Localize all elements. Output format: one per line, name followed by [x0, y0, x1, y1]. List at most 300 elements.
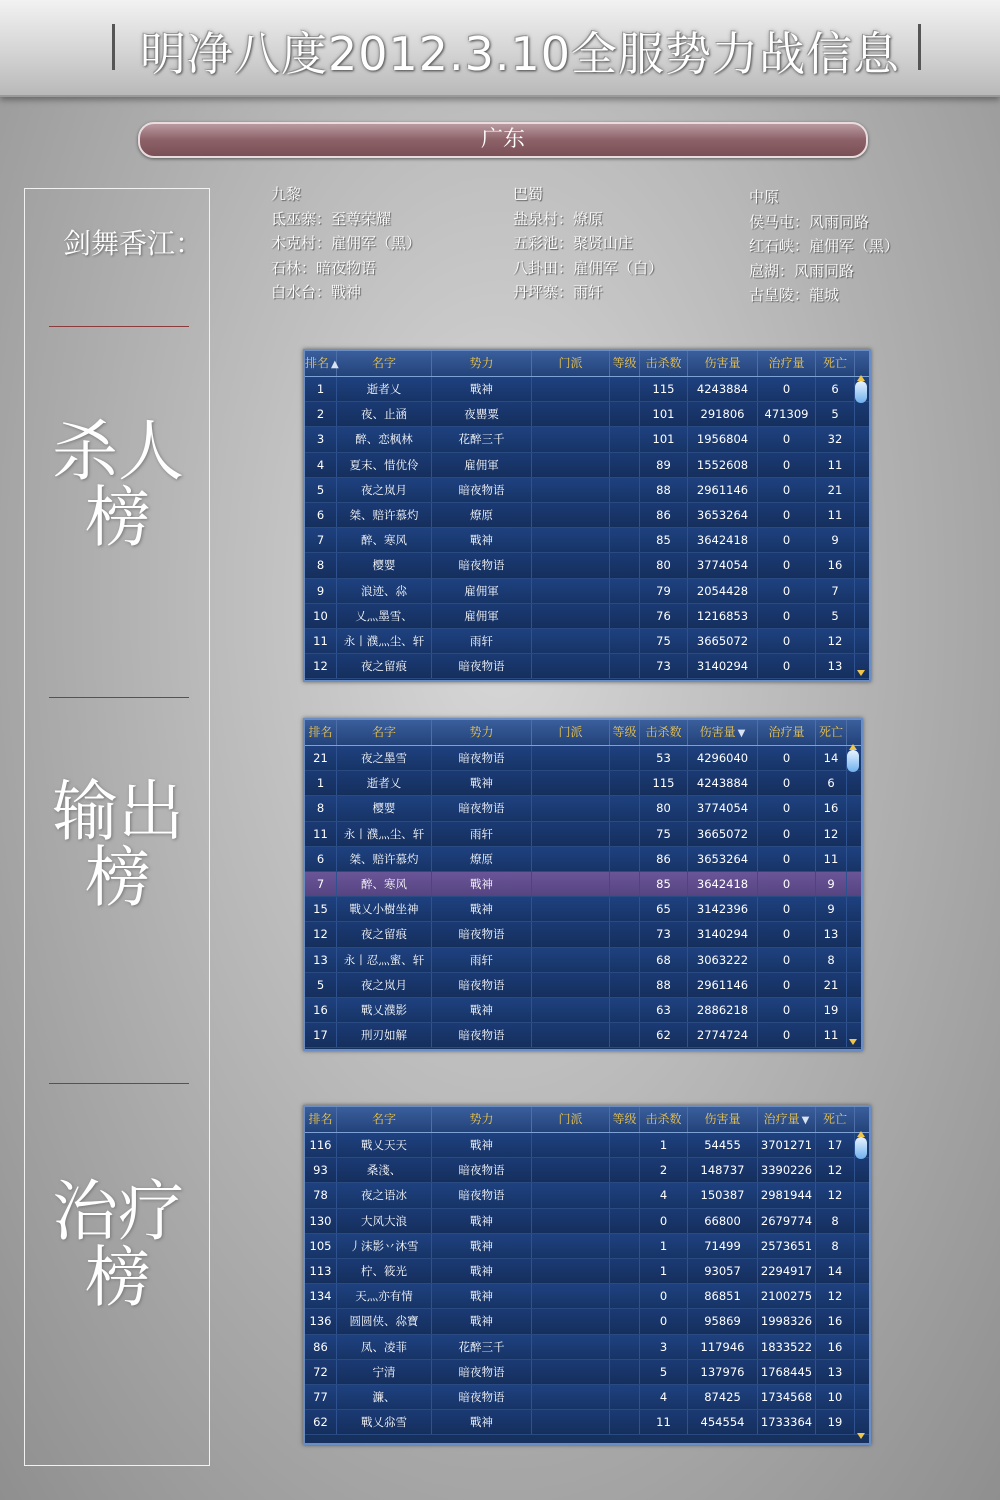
column-header-label: 伤害量: [699, 725, 736, 739]
cell-level: [610, 746, 640, 770]
cell-faction: 戰神: [432, 897, 532, 921]
cell-deaths: 16: [816, 1309, 855, 1333]
zone-name: 九黎: [271, 185, 302, 203]
cell-healing: 2573651: [758, 1234, 816, 1258]
column-header-damage[interactable]: [688, 1107, 758, 1132]
cell-level: [610, 973, 640, 997]
column-header-deaths[interactable]: [816, 351, 855, 376]
table-row[interactable]: [305, 402, 869, 427]
scroll-up-icon[interactable]: [855, 381, 867, 403]
column-header-name[interactable]: [337, 351, 432, 376]
cell-level: [610, 528, 640, 552]
table-row[interactable]: [305, 973, 861, 998]
cell-name: 圆圆侠、尛寶: [337, 1309, 432, 1333]
scroll-down-icon[interactable]: [849, 1039, 857, 1045]
table-row[interactable]: [305, 579, 869, 604]
column-header-kills[interactable]: [640, 351, 688, 376]
cell-faction: 暗夜物语: [432, 1385, 532, 1409]
cell-damage: 3140294: [688, 922, 758, 946]
scroll-down-icon[interactable]: [857, 670, 865, 676]
cell-level: [610, 822, 640, 846]
divider: [49, 326, 189, 327]
scrollbar[interactable]: [855, 1133, 867, 1441]
cell-name: 戰乂天天: [337, 1133, 432, 1157]
cell-damage: 2961146: [688, 478, 758, 502]
cell-faction: 暗夜物语: [432, 1360, 532, 1384]
cell-level: [610, 847, 640, 871]
cell-rank: 77: [305, 1385, 337, 1409]
cell-faction: 戰神: [432, 1284, 532, 1308]
column-header-school[interactable]: [532, 1107, 610, 1132]
column-header-rank[interactable]: [305, 1107, 337, 1132]
table-row[interactable]: [305, 453, 869, 478]
cell-faction: 雇佣軍: [432, 604, 532, 628]
sort-desc-icon: ▼: [801, 1115, 810, 1126]
table-row[interactable]: [305, 948, 861, 973]
cell-rank: 105: [305, 1234, 337, 1258]
cell-faction: 戰神: [432, 1259, 532, 1283]
heal-ranking-table: [303, 1105, 871, 1445]
cell-level: [610, 948, 640, 972]
scroll-up-icon[interactable]: [855, 1137, 867, 1159]
header-divider-left: [112, 24, 115, 70]
cell-damage: 3774054: [688, 553, 758, 577]
table-header: [305, 351, 869, 377]
table-row[interactable]: [305, 1335, 869, 1360]
table-row[interactable]: [305, 528, 869, 553]
column-header-healing[interactable]: [758, 720, 816, 745]
cell-damage: 3140294: [688, 654, 758, 678]
column-header-school[interactable]: [532, 720, 610, 745]
column-header-faction[interactable]: [432, 1107, 532, 1132]
table-row[interactable]: [305, 1023, 861, 1048]
cell-level: [610, 604, 640, 628]
cell-level: [610, 1385, 640, 1409]
cell-healing: 471309: [758, 402, 816, 426]
cell-faction: 戰神: [432, 872, 532, 896]
zone-name: 中原: [749, 188, 780, 206]
cell-name: 戰乂濮影: [337, 998, 432, 1022]
table-body: [305, 377, 869, 679]
table-row[interactable]: [305, 1284, 869, 1309]
cell-name: 宁清: [337, 1360, 432, 1384]
column-header-label: 排名: [308, 1112, 333, 1126]
cell-school: [532, 872, 610, 896]
cell-faction: 暗夜物语: [432, 973, 532, 997]
cell-damage: 2054428: [688, 579, 758, 603]
cell-kills: 1: [640, 1259, 688, 1283]
cell-rank: 6: [305, 847, 337, 871]
cell-level: [610, 998, 640, 1022]
column-header-healing[interactable]: [758, 1107, 816, 1132]
cell-school: [532, 822, 610, 846]
table-row[interactable]: [305, 998, 861, 1023]
cell-healing: 0: [758, 822, 816, 846]
divider: [49, 697, 189, 698]
zone-zhongyuan: [749, 185, 899, 308]
column-header-rank[interactable]: [305, 351, 337, 376]
cell-name: 凤、凌菲: [337, 1335, 432, 1359]
column-header-deaths[interactable]: [816, 1107, 855, 1132]
cell-name: 醉、恋枫林: [337, 427, 432, 451]
column-header-label: 击杀数: [645, 725, 682, 739]
table-row[interactable]: [305, 1385, 869, 1410]
cell-rank: 130: [305, 1209, 337, 1233]
cell-school: [532, 654, 610, 678]
cell-damage: 86851: [688, 1284, 758, 1308]
cell-level: [610, 377, 640, 401]
cell-kills: 115: [640, 377, 688, 401]
left-panel: [24, 188, 210, 1466]
column-header-damage[interactable]: [688, 720, 758, 745]
column-header-label: 治疗量: [763, 1112, 800, 1126]
cell-kills: 73: [640, 922, 688, 946]
cell-kills: 75: [640, 629, 688, 653]
table-row[interactable]: [305, 1183, 869, 1208]
table-row[interactable]: [305, 847, 861, 872]
cell-rank: 136: [305, 1309, 337, 1333]
cell-faction: 暗夜物语: [432, 746, 532, 770]
column-header-level[interactable]: [610, 720, 640, 745]
cell-deaths: 14: [816, 1259, 855, 1283]
table-row[interactable]: [305, 1309, 869, 1334]
column-header-name[interactable]: [337, 1107, 432, 1132]
cell-healing: 1768445: [758, 1360, 816, 1384]
column-header-rank[interactable]: [305, 720, 337, 745]
cell-rank: 78: [305, 1183, 337, 1207]
cell-faction: 戰神: [432, 528, 532, 552]
cell-school: [532, 453, 610, 477]
cell-deaths: 5: [816, 402, 855, 426]
cell-rank: 12: [305, 654, 337, 678]
table-row[interactable]: [305, 746, 861, 771]
cell-healing: 2294917: [758, 1259, 816, 1283]
scroll-down-icon[interactable]: [857, 1433, 865, 1439]
cell-name: 桑淺、: [337, 1158, 432, 1182]
cell-deaths: 16: [816, 1335, 855, 1359]
zone-item: 石林：暗夜物语: [271, 258, 377, 277]
column-header-damage[interactable]: [688, 351, 758, 376]
cell-deaths: 6: [816, 771, 847, 795]
column-header-label: 等级: [612, 725, 637, 739]
cell-kills: 79: [640, 579, 688, 603]
cell-level: [610, 1183, 640, 1207]
cell-faction: 暗夜物语: [432, 654, 532, 678]
zone-item: 古皇陵：龍城: [749, 286, 840, 304]
cell-healing: 0: [758, 377, 816, 401]
cell-school: [532, 553, 610, 577]
cell-rank: 13: [305, 948, 337, 972]
cell-deaths: 6: [816, 377, 855, 401]
cell-kills: 86: [640, 503, 688, 527]
cell-kills: 2: [640, 1158, 688, 1182]
zone-item: 八卦田：雇佣军（白）: [513, 258, 664, 277]
column-header-label: 死亡: [818, 725, 843, 739]
cell-damage: 148737: [688, 1158, 758, 1182]
zone-item: 红石峡：雇佣军（黑）: [749, 237, 900, 255]
cell-school: [532, 948, 610, 972]
zone-name: 巴蜀: [513, 185, 544, 203]
column-header-label: 击杀数: [645, 1112, 682, 1126]
table-row[interactable]: [305, 922, 861, 947]
cell-name: 夜、止涵: [337, 402, 432, 426]
cell-rank: 2: [305, 402, 337, 426]
cell-kills: 101: [640, 427, 688, 451]
cell-rank: 7: [305, 528, 337, 552]
cell-deaths: 9: [816, 872, 847, 896]
cell-kills: 62: [640, 1023, 688, 1047]
cell-level: [610, 1410, 640, 1434]
cell-damage: 3642418: [688, 528, 758, 552]
sort-desc-icon: ▼: [737, 728, 746, 739]
cell-name: 浪迹、尛: [337, 579, 432, 603]
cell-rank: 11: [305, 822, 337, 846]
cell-deaths: 9: [816, 897, 847, 921]
table-row[interactable]: [305, 503, 869, 528]
cell-deaths: 17: [816, 1133, 855, 1157]
cell-damage: 4243884: [688, 377, 758, 401]
server-name: 剑舞香江：: [63, 227, 204, 260]
cell-kills: 85: [640, 528, 688, 552]
scrollbar[interactable]: [855, 377, 867, 678]
table-row[interactable]: [305, 771, 861, 796]
cell-name: 丿沫影丷沐雪: [337, 1234, 432, 1258]
column-header-kills[interactable]: [640, 1107, 688, 1132]
table-row[interactable]: [305, 1158, 869, 1183]
cell-name: 天灬亦有情: [337, 1284, 432, 1308]
cell-kills: 5: [640, 1360, 688, 1384]
cell-level: [610, 553, 640, 577]
cell-level: [610, 1284, 640, 1308]
table-row[interactable]: [305, 604, 869, 629]
column-header-label: 门派: [558, 725, 583, 739]
damage-board-title: [25, 773, 211, 916]
column-header-label: 势力: [469, 725, 494, 739]
column-header-label: 门派: [558, 1112, 583, 1126]
column-header-faction[interactable]: [432, 720, 532, 745]
cell-school: [532, 1209, 610, 1233]
cell-school: [532, 746, 610, 770]
cell-level: [610, 771, 640, 795]
heal-board-title-text: 治疗榜: [52, 1173, 184, 1316]
column-header-healing[interactable]: [758, 351, 816, 376]
cell-kills: 53: [640, 746, 688, 770]
cell-deaths: 16: [816, 553, 855, 577]
column-header-label: 排名: [308, 725, 333, 739]
scroll-up-icon[interactable]: [847, 750, 859, 772]
cell-level: [610, 654, 640, 678]
cell-level: [610, 1158, 640, 1182]
cell-school: [532, 528, 610, 552]
cell-level: [610, 872, 640, 896]
cell-damage: 1552608: [688, 453, 758, 477]
cell-kills: 88: [640, 478, 688, 502]
table-row[interactable]: [305, 1209, 869, 1234]
table-row[interactable]: [305, 822, 861, 847]
cell-school: [532, 1410, 610, 1434]
cell-name: 夏末、惜优伶: [337, 453, 432, 477]
table-row[interactable]: [305, 377, 869, 402]
table-row[interactable]: [305, 1410, 869, 1435]
table-row[interactable]: [305, 427, 869, 452]
table-row[interactable]: [305, 1259, 869, 1284]
table-row[interactable]: [305, 654, 869, 679]
cell-damage: 454554: [688, 1410, 758, 1434]
column-header-label: 死亡: [822, 1112, 847, 1126]
table-row[interactable]: [305, 872, 861, 897]
cell-faction: 雨轩: [432, 948, 532, 972]
cell-damage: 66800: [688, 1209, 758, 1233]
table-row[interactable]: [305, 553, 869, 578]
column-header-label: 排名: [305, 356, 330, 370]
cell-damage: 3665072: [688, 822, 758, 846]
cell-faction: 戰神: [432, 377, 532, 401]
cell-faction: 戰神: [432, 1410, 532, 1434]
cell-faction: 花醉三千: [432, 1335, 532, 1359]
cell-rank: 62: [305, 1410, 337, 1434]
cell-level: [610, 1259, 640, 1283]
cell-healing: 0: [758, 746, 816, 770]
table-row[interactable]: [305, 478, 869, 503]
damage-board-title-text: 输出榜: [52, 773, 184, 916]
cell-name: 桀、赔许慕灼: [337, 503, 432, 527]
table-row[interactable]: [305, 897, 861, 922]
cell-name: 永丨濮灬尘、轩: [337, 629, 432, 653]
cell-kills: 63: [640, 998, 688, 1022]
column-header-level[interactable]: [610, 1107, 640, 1132]
cell-healing: 0: [758, 847, 816, 871]
cell-deaths: 12: [816, 1284, 855, 1308]
cell-faction: 戰神: [432, 1209, 532, 1233]
cell-kills: 65: [640, 897, 688, 921]
cell-rank: 116: [305, 1133, 337, 1157]
cell-faction: 暗夜物语: [432, 1158, 532, 1182]
cell-deaths: 14: [816, 746, 847, 770]
column-header-level[interactable]: [610, 351, 640, 376]
cell-rank: 6: [305, 503, 337, 527]
column-header-label: 势力: [469, 1112, 494, 1126]
cell-healing: 3701271: [758, 1133, 816, 1157]
cell-level: [610, 796, 640, 820]
cell-damage: 4243884: [688, 771, 758, 795]
cell-rank: 10: [305, 604, 337, 628]
cell-deaths: 9: [816, 528, 855, 552]
divider: [49, 1083, 189, 1084]
sort-asc-icon: ▲: [331, 359, 339, 370]
cell-rank: 72: [305, 1360, 337, 1384]
cell-faction: 雇佣軍: [432, 453, 532, 477]
cell-damage: 3653264: [688, 847, 758, 871]
cell-school: [532, 1259, 610, 1283]
table-row[interactable]: [305, 629, 869, 654]
cell-rank: 17: [305, 1023, 337, 1047]
cell-name: 夜之岚月: [337, 478, 432, 502]
cell-school: [532, 1023, 610, 1047]
cell-healing: 0: [758, 796, 816, 820]
cell-school: [532, 1183, 610, 1207]
cell-deaths: 11: [816, 847, 847, 871]
cell-name: 永丨忍灬蜜、轩: [337, 948, 432, 972]
column-header-deaths[interactable]: [816, 720, 847, 745]
zone-item: 氐巫寨：至尊荣耀: [271, 209, 392, 228]
cell-rank: 12: [305, 922, 337, 946]
cell-healing: 0: [758, 453, 816, 477]
column-header-kills[interactable]: [640, 720, 688, 745]
table-row[interactable]: [305, 1133, 869, 1158]
column-header-faction[interactable]: [432, 351, 532, 376]
cell-name: 醉、寒风: [337, 872, 432, 896]
page-title: 明净八度2012.3.10全服势力战信息: [139, 27, 901, 81]
cell-rank: 8: [305, 796, 337, 820]
cell-healing: 0: [758, 1023, 816, 1047]
damage-ranking-table: [303, 718, 863, 1051]
cell-healing: 0: [758, 553, 816, 577]
cell-rank: 11: [305, 629, 337, 653]
cell-damage: 1956804: [688, 427, 758, 451]
column-header-name[interactable]: [337, 720, 432, 745]
cell-name: 濂、: [337, 1385, 432, 1409]
cell-faction: 雨轩: [432, 822, 532, 846]
cell-rank: 8: [305, 553, 337, 577]
cell-level: [610, 402, 640, 426]
cell-faction: 暗夜物语: [432, 922, 532, 946]
cell-damage: 3665072: [688, 629, 758, 653]
cell-damage: 3142396: [688, 897, 758, 921]
cell-deaths: 10: [816, 1385, 855, 1409]
cell-name: 乂灬墨雪、: [337, 604, 432, 628]
cell-school: [532, 579, 610, 603]
cell-faction: 花醉三千: [432, 427, 532, 451]
table-row[interactable]: [305, 1360, 869, 1385]
table-body: [305, 1133, 869, 1435]
cell-deaths: 11: [816, 503, 855, 527]
cell-faction: 雇佣軍: [432, 579, 532, 603]
cell-faction: 雨轩: [432, 629, 532, 653]
cell-level: [610, 427, 640, 451]
cell-rank: 21: [305, 746, 337, 770]
table-body: [305, 746, 861, 1048]
column-header-label: 伤害量: [704, 356, 741, 370]
table-row[interactable]: [305, 1234, 869, 1259]
column-header-label: 名字: [371, 725, 396, 739]
table-row[interactable]: [305, 796, 861, 821]
cell-name: 逝者乂: [337, 771, 432, 795]
cell-rank: 7: [305, 872, 337, 896]
cell-healing: 0: [758, 897, 816, 921]
cell-healing: 0: [758, 629, 816, 653]
cell-name: 戰乂尛雪: [337, 1410, 432, 1434]
cell-level: [610, 897, 640, 921]
cell-faction: 暗夜物语: [432, 553, 532, 577]
cell-school: [532, 604, 610, 628]
cell-deaths: 13: [816, 1360, 855, 1384]
cell-faction: 燎原: [432, 847, 532, 871]
column-header-school[interactable]: [532, 351, 610, 376]
zone-item: 丹坪寨：雨轩: [513, 283, 604, 301]
zone-item: 木克村：雇佣军（黑）: [271, 234, 422, 252]
scrollbar[interactable]: [847, 746, 859, 1047]
cell-kills: 115: [640, 771, 688, 795]
cell-healing: 1998326: [758, 1309, 816, 1333]
cell-damage: 93057: [688, 1259, 758, 1283]
cell-name: 夜之岚月: [337, 973, 432, 997]
cell-deaths: 8: [816, 948, 847, 972]
zone-item: 五彩池：聚贤山庄: [513, 234, 634, 252]
cell-name: 夜之语冰: [337, 1183, 432, 1207]
cell-name: 大风大浪: [337, 1209, 432, 1233]
cell-level: [610, 1360, 640, 1384]
cell-kills: 89: [640, 453, 688, 477]
